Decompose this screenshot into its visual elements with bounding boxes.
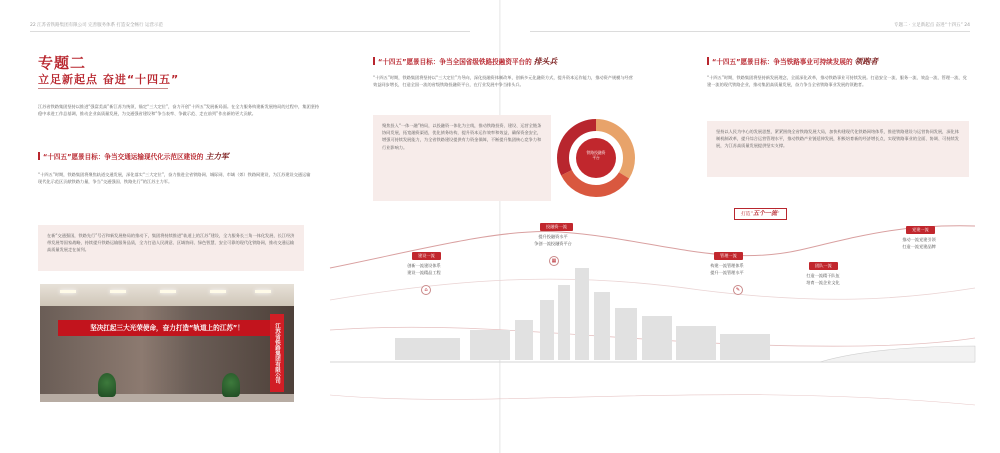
topic-intro: 江苏省铁路集团坚持以推进“强富美高”新江苏为统领，锚定“三大定位”，奋力开创“十四五”发展新局面。在全力服务构建新发展格局的过程中，集团坚持稳中求进工作总基调，推动企业高质量发展，为交通强省建设和“争当表率、争做示范、走在前列”作出新的更大贡献。 [38,104,320,117]
heading-text: “十四五”愿景目标：争当全国省级铁路投融资平台的 [378,58,532,66]
heading-script: 排头兵 [533,57,558,66]
callout-suffix: ” [777,212,780,217]
chart-icon: ▦ [549,256,559,266]
photo-vertical-sign: 江苏省铁路集团有限公司 [270,314,284,392]
node-text-investment: 提升投融资水平 争创一流投融资平台 [534,234,572,246]
section-body-investment: “十四五”时期，铁路集团将坚持以“三大定位”为导向，深化投融资体制改革，创新多元化融资方式，提升资本运作能力，推动资产规模与经营效益同步增长，打造全国一流的省级铁路投融资平台，在行业发展中争当排头兵。 [373,75,633,88]
running-header-right: 专题二 · 立足新起点 奋进“十四五” 24 [893,23,970,28]
heading-script: 领跑者 [854,57,878,66]
section-body-transport: “十四五”时期，铁路集团将聚焦轨道交通发展，深化落实“三大定位”，奋力推进全省铁路网、城际网、市域（郊）铁路网建设，为江苏建设交通运输现代化示范区贡献铁路力量，争当“交通强国、铁路先行”的江苏主力军。 [38,172,311,185]
topic-subtitle: 立足新起点 奋进“十四五” [38,73,180,86]
node-tag-construction: 建设一流 [412,252,441,260]
section-box-transport: 在新“交通强国，铁路先行”号召和新发展格局的推动下，集团将持续推进“轨道上的江苏”建设，全力服务长三角一体化发展、长江经济带发展等国家战略，持续提升铁路运输服务品质，全力打造人民满意、区域协同、绿色智慧、安全可靠的现代化铁路网，推动交通运输高质量发展走在前列。 [38,225,304,271]
callout-prefix: 打造“ [741,212,754,217]
building-icon: ⌂ [421,285,431,295]
callout-script: 五个一流 [753,210,778,217]
bullet-train [820,346,975,362]
node-text-team: 打造一流精干队伍 培育一流企业文化 [806,273,840,285]
section-box-investment: 聚焦投入“一体一融”格局，以投融资一体化为主线，推动铁路投资、建设、运营全链条协同发展，拓宽融资渠道，优化债务结构，提升资本运作效率和效益，确保资金安全，增强可持续发展能力，为全省铁路建设提供有力资金保障，不断提升集团核心竞争力和行业影响力。 [373,115,551,201]
city-skyline [395,268,770,360]
section-body-sustainable: “十四五”时期，铁路集团将坚持新发展理念，全面深化改革，推动铁路事业可持续发展。打造安全一流、服务一流、效益一流、管理一流、党建一流的现代铁路企业，推动集团高质量发展，奋力争当全省铁路事业发展的领跑者。 [707,75,967,88]
photo-banner: 坚决扛起三大光荣使命，奋力打造“轨道上的江苏”！ [58,320,276,336]
topic-title: 专题二 [38,54,87,72]
node-tag-team: 团队一流 [809,262,838,270]
node-text-management: 构建一流管理体系 提升一流管理水平 [710,263,744,275]
edit-icon: ✎ [733,285,743,295]
node-text-party: 推动一流党建引领 打造一流党建品牌 [902,237,936,249]
running-header-left: 22 江苏省铁路集团有限公司 完善服务体系 打造安全畅行 运营示范 [30,23,163,28]
heading-text: “十四五”愿景目标：争当铁路事业可持续发展的 [712,58,853,66]
timeline-curve-bottom [330,395,975,405]
node-text-construction: 创新一流建设体系 建设一流精品工程 [407,263,441,275]
timeline-curve [330,226,975,268]
node-tag-management: 管理一流 [714,252,743,260]
node-tag-investment: 投融资一流 [540,223,573,231]
heading-script: 主力军 [205,152,229,161]
node-tag-party: 党建一流 [906,226,935,234]
section-box-sustainable: 坚持以人民为中心的发展思想，紧紧围绕全省铁路发展大局，加快构建现代化铁路网络体系，推进铁路建设与运营协同发展，深化体制机制改革，提升综合运营管理水平，推动铁路产业链延伸发展，积极培育新的经济增长点，实现铁路事业的全面、协调、可持续发展，为江苏高质量发展提供坚实支撑。 [707,121,969,177]
heading-text: “十四五”愿景目标：争当交通运输现代化示范区建设的 [43,153,204,161]
donut-center-label: 铁路投融资平台 [586,150,606,160]
